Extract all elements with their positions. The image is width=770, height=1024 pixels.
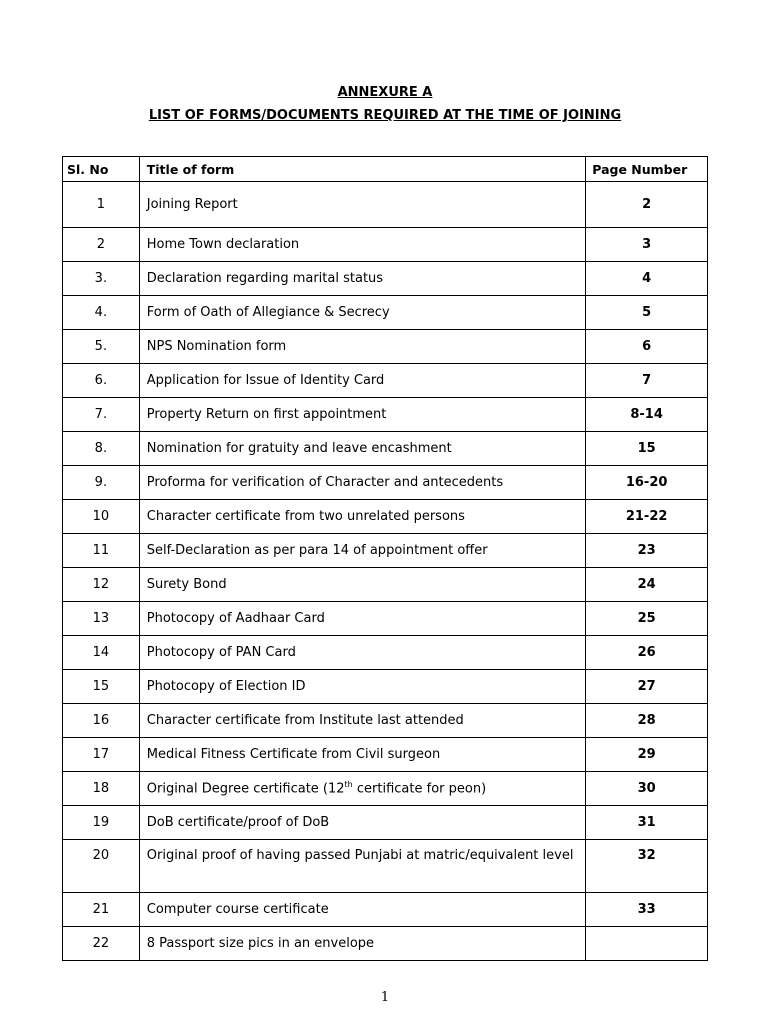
table-row xyxy=(63,772,708,806)
cell-title-of-form: Original proof of having passed Punjabi at matric/equivalent level xyxy=(139,840,586,893)
cell-page-number: 28 xyxy=(586,704,708,738)
table-row xyxy=(63,432,708,466)
cell-sl-no: 14 xyxy=(63,636,140,670)
table-row xyxy=(63,670,708,704)
cell-page-number xyxy=(586,927,708,961)
cell-page-number: 15 xyxy=(586,432,708,466)
table-row xyxy=(63,893,708,927)
cell-title-of-form: Computer course certificate xyxy=(139,893,586,927)
cell-page-number: 21-22 xyxy=(586,500,708,534)
cell-title-of-form: Character certificate from Institute last attended xyxy=(139,704,586,738)
cell-title-part: Original Degree certificate (12 xyxy=(146,781,345,797)
cell-sl-no: 12 xyxy=(63,568,140,602)
header-sl-no: Sl. No xyxy=(63,157,140,182)
cell-title-of-form: NPS Nomination form xyxy=(139,330,586,364)
cell-title-of-form: Photocopy of PAN Card xyxy=(139,636,586,670)
cell-title-of-form: Medical Fitness Certificate from Civil surgeon xyxy=(139,738,586,772)
cell-page-number: 32 xyxy=(586,840,708,893)
table-row xyxy=(63,602,708,636)
cell-page-number: 33 xyxy=(586,893,708,927)
cell-title-of-form: Home Town declaration xyxy=(139,228,586,262)
cell-page-number: 6 xyxy=(586,330,708,364)
table-row xyxy=(63,330,708,364)
cell-title-of-form: 8 Passport size pics in an envelope xyxy=(139,927,586,961)
table-row xyxy=(63,568,708,602)
table-row xyxy=(63,398,708,432)
cell-page-number: 7 xyxy=(586,364,708,398)
table-header-row xyxy=(63,157,708,182)
cell-page-number: 23 xyxy=(586,534,708,568)
cell-page-number: 3 xyxy=(586,228,708,262)
table-row xyxy=(63,636,708,670)
cell-sl-no: 1 xyxy=(63,182,140,228)
table-row xyxy=(63,466,708,500)
table-row xyxy=(63,182,708,228)
cell-page-number: 5 xyxy=(586,296,708,330)
cell-title-of-form: Nomination for gratuity and leave encashment xyxy=(139,432,586,466)
table-row xyxy=(63,738,708,772)
cell-title-of-form: Form of Oath of Allegiance & Secrecy xyxy=(139,296,586,330)
cell-page-number: 30 xyxy=(586,772,708,806)
table-row xyxy=(63,927,708,961)
cell-title-of-form xyxy=(139,772,586,806)
cell-title-of-form: Self-Declaration as per para 14 of appointment offer xyxy=(139,534,586,568)
cell-title-of-form: Property Return on first appointment xyxy=(139,398,586,432)
cell-sl-no: 5. xyxy=(63,330,140,364)
cell-page-number: 8-14 xyxy=(586,398,708,432)
cell-sl-no: 2 xyxy=(63,228,140,262)
cell-sl-no: 6. xyxy=(63,364,140,398)
cell-sl-no: 21 xyxy=(63,893,140,927)
table-row xyxy=(63,500,708,534)
table-row xyxy=(63,806,708,840)
cell-title-of-form: Application for Issue of Identity Card xyxy=(139,364,586,398)
table-row xyxy=(63,704,708,738)
header-page-number: Page Number xyxy=(586,157,708,182)
cell-sl-no: 9. xyxy=(63,466,140,500)
cell-sl-no: 19 xyxy=(63,806,140,840)
cell-page-number: 31 xyxy=(586,806,708,840)
annexure-heading: ANNEXURE A xyxy=(337,85,433,100)
cell-title-of-form: DoB certificate/proof of DoB xyxy=(139,806,586,840)
cell-page-number: 25 xyxy=(586,602,708,636)
cell-sl-no: 13 xyxy=(63,602,140,636)
cell-sl-no: 3. xyxy=(63,262,140,296)
cell-sl-no: 22 xyxy=(63,927,140,961)
cell-page-number: 4 xyxy=(586,262,708,296)
table-row xyxy=(63,296,708,330)
cell-page-number: 16-20 xyxy=(586,466,708,500)
table-row xyxy=(63,840,708,893)
cell-page-number: 27 xyxy=(586,670,708,704)
cell-title-of-form: Surety Bond xyxy=(139,568,586,602)
table-row xyxy=(63,262,708,296)
cell-title-of-form: Joining Report xyxy=(139,182,586,228)
table-row xyxy=(63,364,708,398)
cell-sl-no: 7. xyxy=(63,398,140,432)
cell-sl-no: 15 xyxy=(63,670,140,704)
cell-sl-no: 18 xyxy=(63,772,140,806)
cell-sl-no: 20 xyxy=(63,840,140,893)
header-title-of-form: Title of form xyxy=(139,157,586,182)
cell-title-superscript: th xyxy=(344,780,353,790)
cell-page-number: 2 xyxy=(586,182,708,228)
cell-title-of-form: Photocopy of Election ID xyxy=(139,670,586,704)
cell-title-part: certificate for peon) xyxy=(352,781,487,797)
cell-title-of-form: Photocopy of Aadhaar Card xyxy=(139,602,586,636)
forms-table xyxy=(62,156,708,961)
cell-sl-no: 11 xyxy=(63,534,140,568)
cell-sl-no: 16 xyxy=(63,704,140,738)
cell-sl-no: 17 xyxy=(63,738,140,772)
table-row xyxy=(63,228,708,262)
cell-page-number: 29 xyxy=(586,738,708,772)
cell-sl-no: 8. xyxy=(63,432,140,466)
document-title: LIST OF FORMS/DOCUMENTS REQUIRED AT THE TIME OF JOINING xyxy=(148,108,622,123)
cell-page-number: 26 xyxy=(586,636,708,670)
table-row xyxy=(63,534,708,568)
cell-title-of-form: Declaration regarding marital status xyxy=(139,262,586,296)
cell-sl-no: 10 xyxy=(63,500,140,534)
page-number-footer: 1 xyxy=(380,990,390,1005)
cell-title-of-form: Proforma for verification of Character and antecedents xyxy=(139,466,586,500)
cell-page-number: 24 xyxy=(586,568,708,602)
cell-title-of-form: Character certificate from two unrelated persons xyxy=(139,500,586,534)
cell-sl-no: 4. xyxy=(63,296,140,330)
